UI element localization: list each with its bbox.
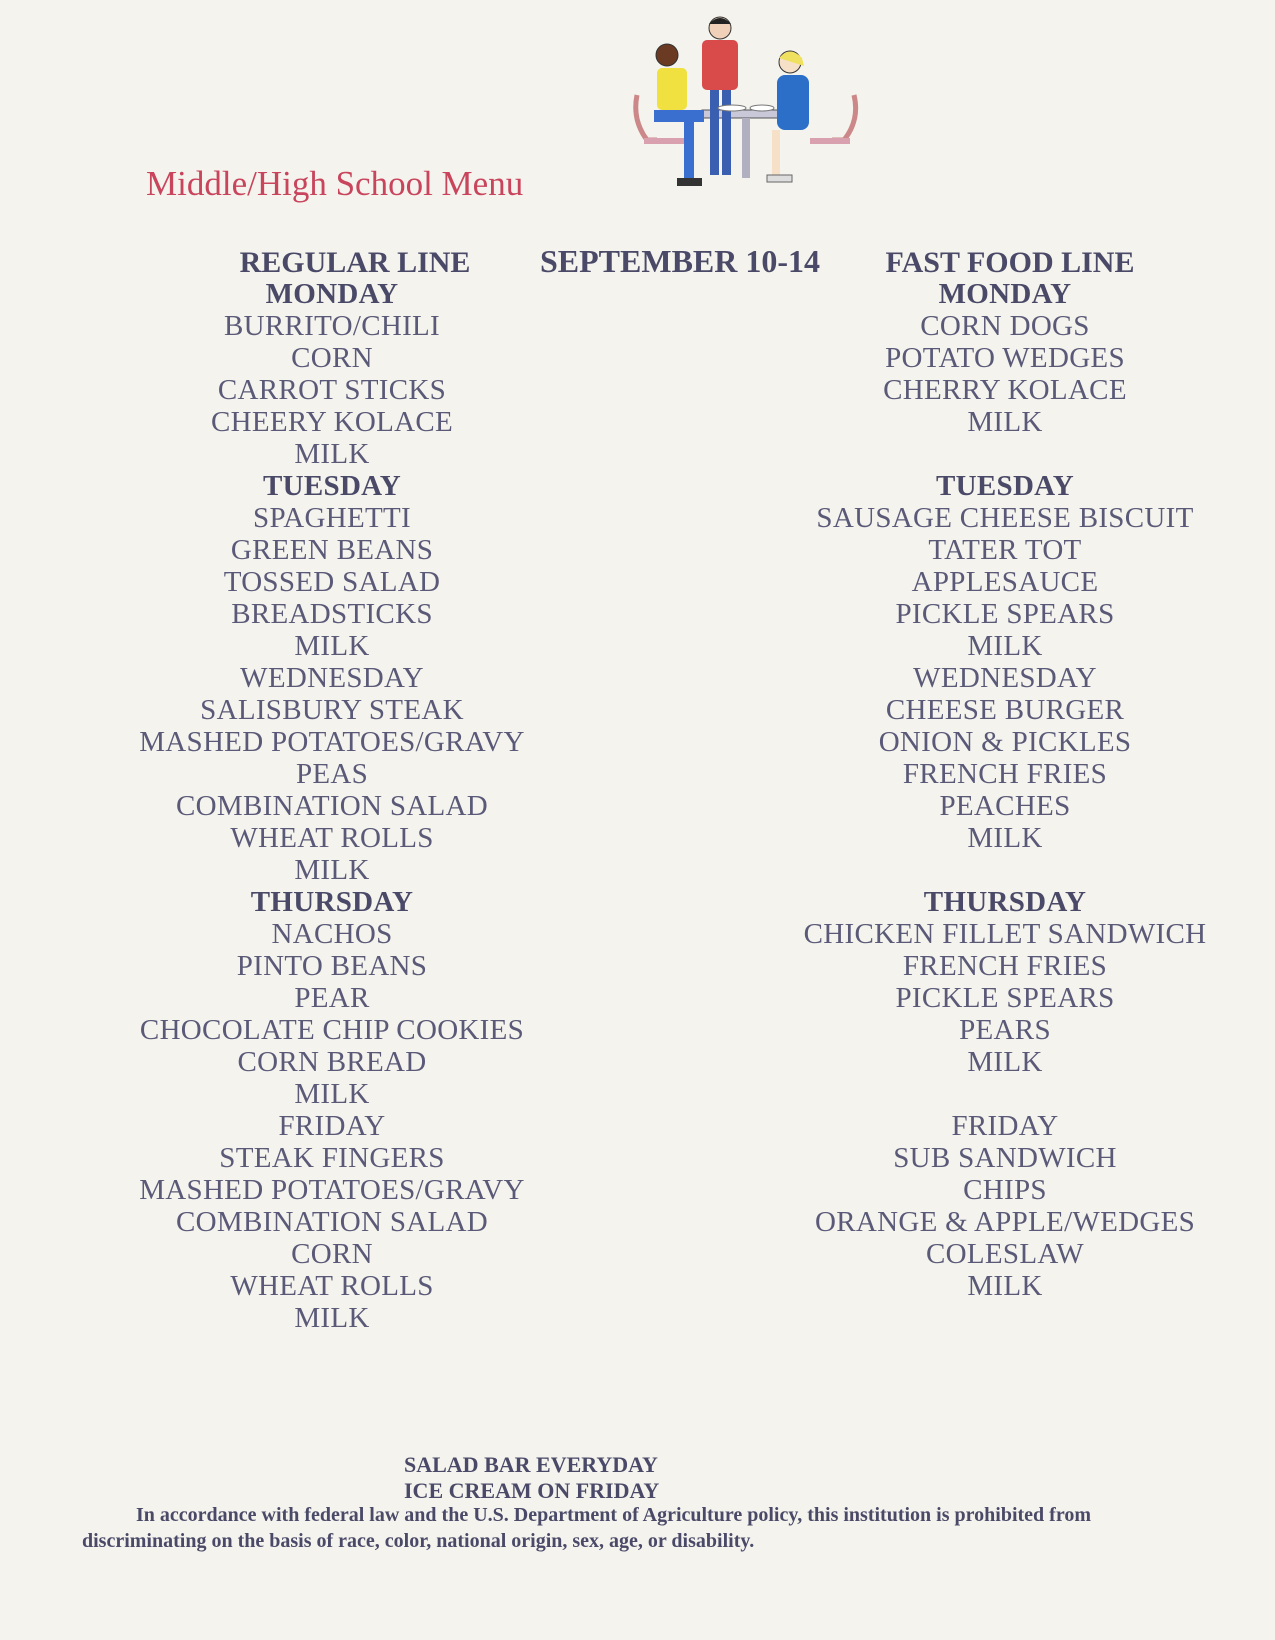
menu-item: TATER TOT bbox=[928, 534, 1082, 566]
ice-cream-note: ICE CREAM ON FRIDAY bbox=[404, 1478, 660, 1503]
menu-item: PINTO BEANS bbox=[236, 950, 428, 982]
menu-item: MILK bbox=[967, 822, 1043, 854]
menu-item: CHEESE BURGER bbox=[885, 694, 1125, 726]
policy-statement-line2: discriminating on the basis of race, color, national origin, sex, age, or disability. bbox=[82, 1530, 755, 1552]
policy-statement-line1: In accordance with federal law and the U.S. Department of Agriculture policy, this institution is prohibited from bbox=[136, 1504, 1091, 1526]
menu-item: POTATO WEDGES bbox=[885, 342, 1125, 374]
menu-item: PEACHES bbox=[939, 790, 1071, 822]
menu-item: ONION & PICKLES bbox=[878, 726, 1132, 758]
menu-item: CORN bbox=[291, 342, 373, 374]
menu-item: BURRITO/CHILI bbox=[223, 310, 441, 342]
date-range: SEPTEMBER 10-14 bbox=[539, 243, 821, 279]
menu-item: SAUSAGE CHEESE BISCUIT bbox=[816, 502, 1194, 534]
salad-bar-note: SALAD BAR EVERYDAY bbox=[404, 1452, 658, 1477]
menu-item: MILK bbox=[967, 1270, 1043, 1302]
menu-item: CARROT STICKS bbox=[217, 374, 447, 406]
menu-item: CHIPS bbox=[963, 1174, 1047, 1206]
menu-item: MILK bbox=[294, 438, 370, 470]
menu-item: FRENCH FRIES bbox=[902, 950, 1108, 982]
menu-item: PEAR bbox=[294, 982, 370, 1014]
menu-item: TUESDAY bbox=[262, 470, 402, 502]
menu-item: SUB SANDWICH bbox=[893, 1142, 1117, 1174]
menu-item: CORN DOGS bbox=[920, 310, 1090, 342]
menu-item: CHERRY KOLACE bbox=[883, 374, 1127, 406]
menu-item: MONDAY bbox=[938, 278, 1072, 310]
menu-item: MILK bbox=[967, 630, 1043, 662]
menu-item: FRIDAY bbox=[278, 1110, 386, 1142]
menu-item: APPLESAUCE bbox=[911, 566, 1099, 598]
menu-item: MILK bbox=[967, 406, 1043, 438]
menu-item: COMBINATION SALAD bbox=[175, 1206, 489, 1238]
menu-item: WEDNESDAY bbox=[240, 662, 424, 694]
menu-item: BREADSTICKS bbox=[231, 598, 433, 630]
menu-item: CORN bbox=[291, 1238, 373, 1270]
students-eating-illustration bbox=[632, 10, 862, 200]
menu-item: GREEN BEANS bbox=[230, 534, 434, 566]
menu-item: PEAS bbox=[295, 758, 369, 790]
menu-item: SALISBURY STEAK bbox=[200, 694, 464, 726]
menu-item: FRENCH FRIES bbox=[902, 758, 1108, 790]
menu-item: CHICKEN FILLET SANDWICH bbox=[803, 918, 1207, 950]
menu-item: WHEAT ROLLS bbox=[230, 1270, 434, 1302]
menu-item: CORN BREAD bbox=[237, 1046, 427, 1078]
menu-item: SPAGHETTI bbox=[253, 502, 411, 534]
fast-food-line-heading: FAST FOOD LINE bbox=[885, 246, 1135, 279]
menu-item: MONDAY bbox=[265, 278, 399, 310]
menu-item: THURSDAY bbox=[250, 886, 414, 918]
menu-item: MILK bbox=[294, 854, 370, 886]
menu-item: STEAK FINGERS bbox=[219, 1142, 445, 1174]
page-title: Middle/High School Menu bbox=[146, 164, 524, 203]
menu-item: PICKLE SPEARS bbox=[895, 982, 1115, 1014]
menu-item: WHEAT ROLLS bbox=[230, 822, 434, 854]
menu-item: MILK bbox=[294, 630, 370, 662]
menu-item: PICKLE SPEARS bbox=[895, 598, 1115, 630]
menu-item: CHEERY KOLACE bbox=[210, 406, 454, 438]
menu-item: TOSSED SALAD bbox=[223, 566, 441, 598]
menu-item: MASHED POTATOES/GRAVY bbox=[139, 726, 525, 758]
menu-item: PEARS bbox=[959, 1014, 1051, 1046]
menu-item: MILK bbox=[294, 1078, 370, 1110]
menu-item: MASHED POTATOES/GRAVY bbox=[139, 1174, 525, 1206]
menu-item: COMBINATION SALAD bbox=[175, 790, 489, 822]
menu-item: CHOCOLATE CHIP COOKIES bbox=[139, 1014, 525, 1046]
menu-item: THURSDAY bbox=[923, 886, 1087, 918]
menu-item: MILK bbox=[294, 1302, 370, 1334]
menu-item: NACHOS bbox=[271, 918, 393, 950]
menu-item: COLESLAW bbox=[926, 1238, 1084, 1270]
menu-item: ORANGE & APPLE/WEDGES bbox=[814, 1206, 1196, 1238]
menu-item: FRIDAY bbox=[951, 1110, 1059, 1142]
menu-item: WEDNESDAY bbox=[913, 662, 1097, 694]
menu-item: MILK bbox=[967, 1046, 1043, 1078]
menu-item: TUESDAY bbox=[935, 470, 1075, 502]
regular-line-heading: REGULAR LINE bbox=[239, 246, 471, 279]
